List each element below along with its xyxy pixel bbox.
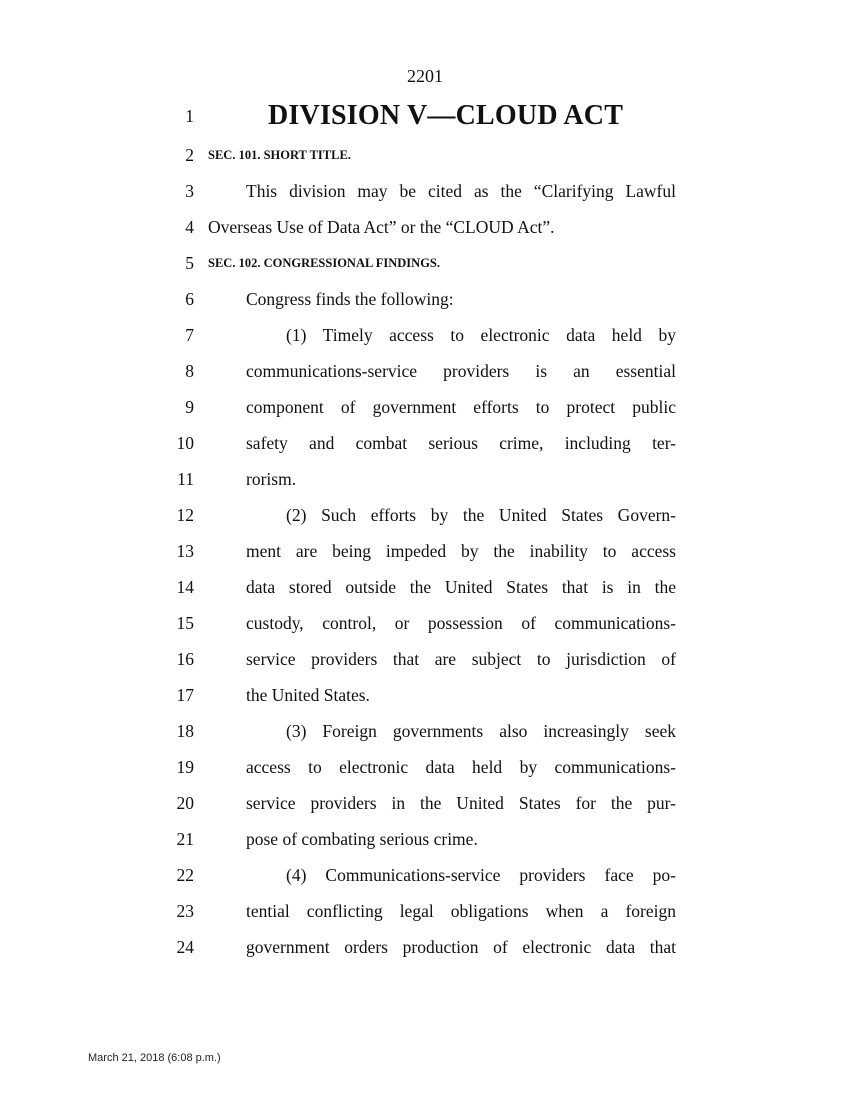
document-line	[0, 713, 850, 749]
line-number: 20	[176, 793, 194, 813]
line-number: 23	[176, 901, 194, 921]
line-number: 17	[176, 685, 194, 705]
document-line	[0, 245, 850, 281]
line-number: 7	[185, 325, 194, 345]
division-title: DIVISION V—CLOUD ACT	[268, 100, 624, 131]
line-text: pose of combating serious crime.	[246, 829, 478, 849]
document-line	[0, 317, 850, 353]
line-text: custody, control, or possession of communications-	[246, 613, 676, 633]
line-text: the United States.	[246, 685, 370, 705]
line-number: 14	[176, 577, 194, 597]
line-number: 5	[185, 253, 194, 273]
line-number: 13	[176, 541, 194, 561]
document-line	[0, 137, 850, 173]
document-line	[0, 569, 850, 605]
section-heading: SEC. 101. SHORT TITLE.	[208, 148, 351, 162]
line-number: 9	[185, 397, 194, 417]
document-line	[0, 857, 850, 893]
document-line	[0, 929, 850, 965]
line-text: This division may be cited as the “Clarifying Lawful	[246, 181, 676, 201]
document-line	[0, 605, 850, 641]
line-text: access to electronic data held by communications-	[246, 757, 676, 777]
section-heading: SEC. 102. CONGRESSIONAL FINDINGS.	[208, 256, 440, 270]
document-line	[0, 281, 850, 317]
line-number: 22	[176, 865, 194, 885]
line-number: 11	[177, 469, 194, 489]
line-number: 15	[176, 613, 194, 633]
line-number: 24	[176, 937, 194, 957]
line-text: data stored outside the United States that is in the	[246, 577, 676, 597]
line-text: communications-service providers is an essential	[246, 361, 676, 381]
line-number: 12	[176, 505, 194, 525]
document-line	[0, 641, 850, 677]
line-text: component of government efforts to protect public	[246, 397, 676, 417]
document-line	[0, 353, 850, 389]
document-line	[0, 785, 850, 821]
document-line	[0, 749, 850, 785]
document-line	[0, 425, 850, 461]
document-line	[0, 893, 850, 929]
page-number: 2201	[407, 66, 443, 86]
line-text: tential conflicting legal obligations when a foreign	[246, 901, 676, 921]
line-text: government orders production of electronic data that	[246, 937, 676, 957]
line-text: (4) Communications-service providers face po-	[286, 865, 676, 885]
line-number: 19	[176, 757, 194, 777]
line-number: 18	[176, 721, 194, 741]
line-number: 8	[185, 361, 194, 381]
line-text: (3) Foreign governments also increasingly seek	[286, 721, 676, 741]
line-text: Congress finds the following:	[246, 289, 454, 309]
line-text: service providers that are subject to jurisdiction of	[246, 649, 676, 669]
line-number: 2	[185, 145, 194, 165]
line-text: ment are being impeded by the inability to access	[246, 541, 676, 561]
line-number: 1	[185, 106, 194, 126]
line-number: 4	[185, 217, 194, 237]
document-line	[0, 677, 850, 713]
line-text: safety and combat serious crime, including ter-	[246, 433, 676, 453]
document-line	[0, 209, 850, 245]
footer-timestamp: March 21, 2018 (6:08 p.m.)	[88, 1052, 221, 1064]
line-number: 16	[176, 649, 194, 669]
line-text: service providers in the United States for the pur-	[246, 793, 676, 813]
line-number: 6	[185, 289, 194, 309]
document-line	[0, 98, 850, 134]
document-line	[0, 821, 850, 857]
line-text: rorism.	[246, 469, 297, 489]
document-line	[0, 497, 850, 533]
line-text: (1) Timely access to electronic data held by	[286, 325, 676, 345]
line-number: 10	[176, 433, 194, 453]
document-line	[0, 173, 850, 209]
line-number: 3	[185, 181, 194, 201]
document-line	[0, 389, 850, 425]
line-number: 21	[176, 829, 194, 849]
document-line	[0, 461, 850, 497]
line-text: Overseas Use of Data Act” or the “CLOUD Act”.	[208, 217, 555, 237]
line-text: (2) Such efforts by the United States Govern-	[286, 505, 676, 525]
document-line	[0, 533, 850, 569]
